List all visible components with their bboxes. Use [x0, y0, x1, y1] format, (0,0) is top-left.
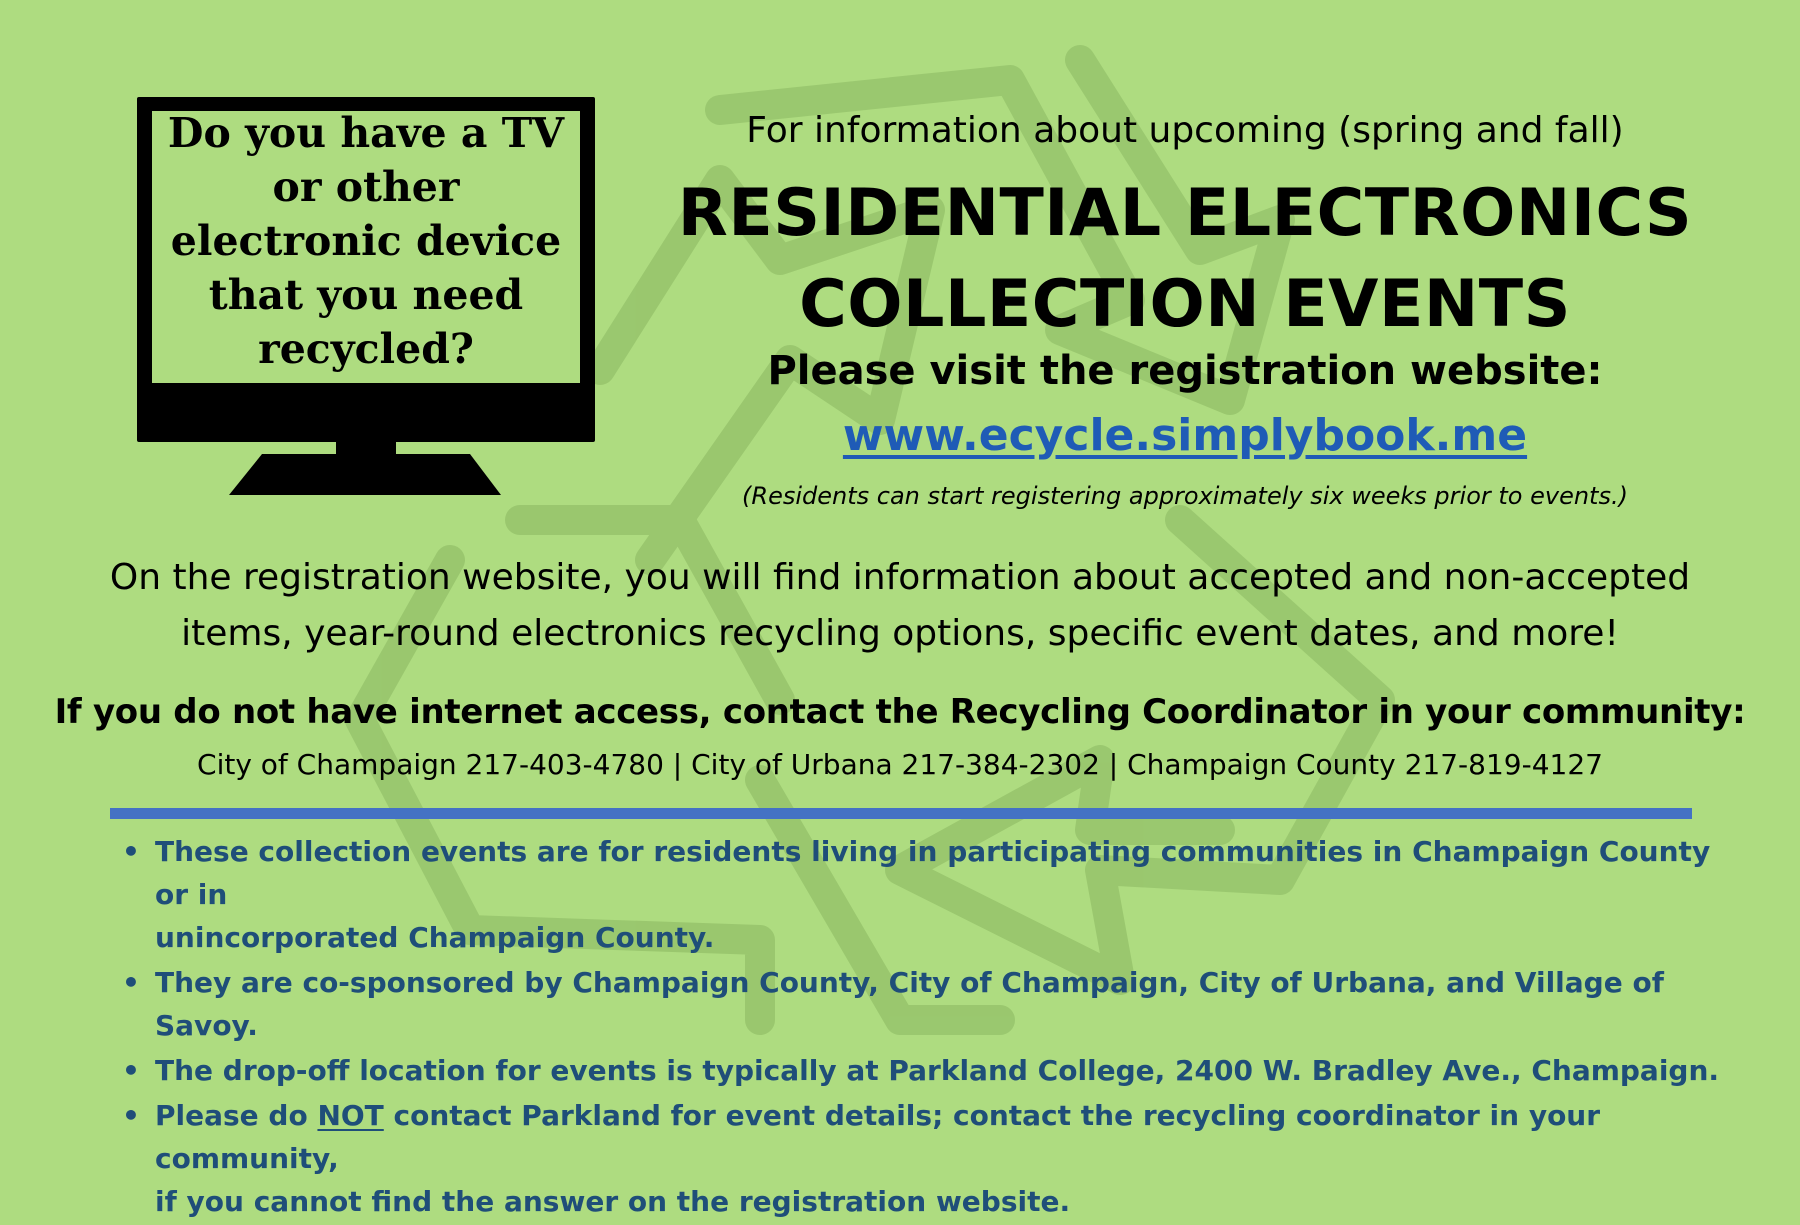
tv-screen-inner	[152, 111, 580, 383]
bullet-4-post: contact Parkland for event details; contact the recycling coordinator in your community,	[155, 1099, 1601, 1175]
contact-phones: City of Champaign 217-403-4780 | City of Urbana 217-384-2302 | Champaign County 217-819-4127	[197, 748, 1603, 781]
bullet-2-text: They are co-sponsored by Champaign County, City of Champaign, City of Urbana, and Village of Savoy.	[155, 966, 1664, 1042]
url-container	[660, 410, 1710, 461]
bullet-icon: •	[122, 966, 140, 999]
headline-line-2: COLLECTION EVENTS	[799, 267, 1571, 342]
visit-text: Please visit the registration website:	[767, 348, 1603, 394]
bullet-4-line-2: if you cannot find the answer on the registration website.	[155, 1185, 1071, 1218]
registration-note: (Residents can start registering approximately six weeks prior to events.)	[742, 482, 1628, 510]
info-line-1: On the registration website, you will find information about accepted and non-accepted	[109, 557, 1691, 598]
bullet-list	[120, 830, 1720, 1225]
list-item	[120, 1094, 1720, 1223]
tv-stand	[137, 442, 595, 495]
list-item	[120, 830, 1720, 959]
list-item	[120, 961, 1720, 1047]
registration-link[interactable]: www.ecycle.simplybook.me	[842, 410, 1528, 461]
bullet-4-not: NOT	[317, 1099, 384, 1132]
tv-icon	[137, 97, 595, 495]
bullet-1-line-1: These collection events are for residents living in participating communities in Champaign County or in	[155, 835, 1711, 911]
tv-screen	[137, 97, 595, 442]
intro-text: For information about upcoming (spring and fall)	[746, 110, 1624, 151]
bullet-icon: •	[122, 1099, 140, 1132]
divider	[110, 808, 1692, 819]
bullet-3-text: The drop-off location for events is typically at Parkland College, 2400 W. Bradley Ave., Champaign.	[155, 1054, 1720, 1087]
bullet-1-line-2: unincorporated Champaign County.	[155, 921, 715, 954]
tv-question: Do you have a TV or other electronic device that you need recycled?	[167, 109, 565, 373]
bullet-icon: •	[122, 1054, 140, 1087]
contact-heading: If you do not have internet access, contact the Recycling Coordinator in your community:	[54, 692, 1746, 732]
list-item	[120, 1049, 1720, 1092]
bullet-4-pre: Please do	[155, 1099, 318, 1132]
bullet-icon: •	[122, 835, 140, 868]
headline-line-1: RESIDENTIAL ELECTRONICS	[677, 176, 1693, 251]
info-line-2: items, year-round electronics recycling options, specific event dates, and more!	[181, 613, 1619, 654]
headline	[660, 168, 1710, 350]
info-paragraph	[40, 550, 1760, 662]
